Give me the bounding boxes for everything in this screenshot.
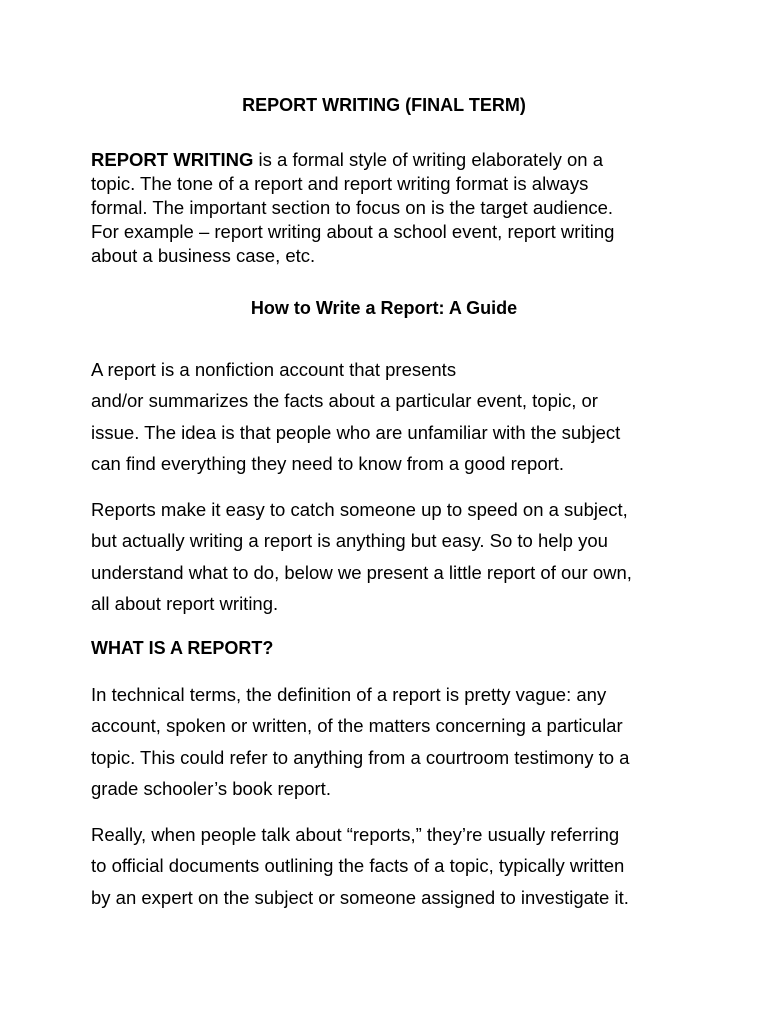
- document-title: REPORT WRITING (FINAL TERM): [242, 95, 526, 115]
- guide-heading: How to Write a Report: A Guide: [250, 298, 518, 318]
- paragraph-line: account, spoken or written, of the matters concerning a particular: [91, 715, 623, 737]
- paragraph-line: Reports make it easy to catch someone up to speed on a subject,: [91, 499, 628, 520]
- intro-line: formal. The important section to focus on is the target audience.: [91, 197, 614, 218]
- paragraph-line: and/or summarizes the facts about a particular event, topic, or: [91, 390, 598, 412]
- paragraph-line: grade schooler’s book report.: [91, 777, 331, 799]
- intro-paragraph: [91, 148, 691, 268]
- intro-bold-term: REPORT WRITING: [91, 149, 254, 170]
- intro-line-text: is a formal style of writing elaborately on a: [253, 149, 603, 170]
- intro-line: For example – report writing about a school event, report writing: [91, 221, 615, 242]
- intro-line: topic. The tone of a report and report writing format is always: [91, 173, 589, 194]
- paragraph-official-documents: [91, 819, 711, 913]
- paragraph-technical-terms: [91, 679, 711, 804]
- paragraph-line: issue. The idea is that people who are unfamiliar with the subject: [91, 421, 621, 443]
- paragraph-line: In technical terms, the definition of a report is pretty vague: any: [91, 684, 607, 705]
- section-heading-what-is-a-report: WHAT IS A REPORT?: [91, 638, 274, 658]
- paragraph-report-definition: [91, 354, 711, 479]
- paragraph-line: to official documents outlining the facts of a topic, typically written: [91, 855, 625, 877]
- paragraph-reports-easy: [91, 494, 711, 619]
- intro-line: [91, 148, 691, 172]
- paragraph-line: A report is a nonfiction account that presents: [91, 359, 457, 380]
- paragraph-line: Really, when people talk about “reports,” they’re usually referring: [91, 824, 620, 845]
- paragraph-line: topic. This could refer to anything from a courtroom testimony to a: [91, 746, 630, 768]
- paragraph-line: can find everything they need to know from a good report.: [91, 452, 565, 474]
- paragraph-line: all about report writing.: [91, 592, 279, 614]
- intro-line: about a business case, etc.: [91, 245, 316, 266]
- paragraph-line: but actually writing a report is anything but easy. So to help you: [91, 530, 608, 552]
- paragraph-line: by an expert on the subject or someone assigned to investigate it.: [91, 886, 629, 908]
- paragraph-line: understand what to do, below we present a little report of our own,: [91, 561, 632, 583]
